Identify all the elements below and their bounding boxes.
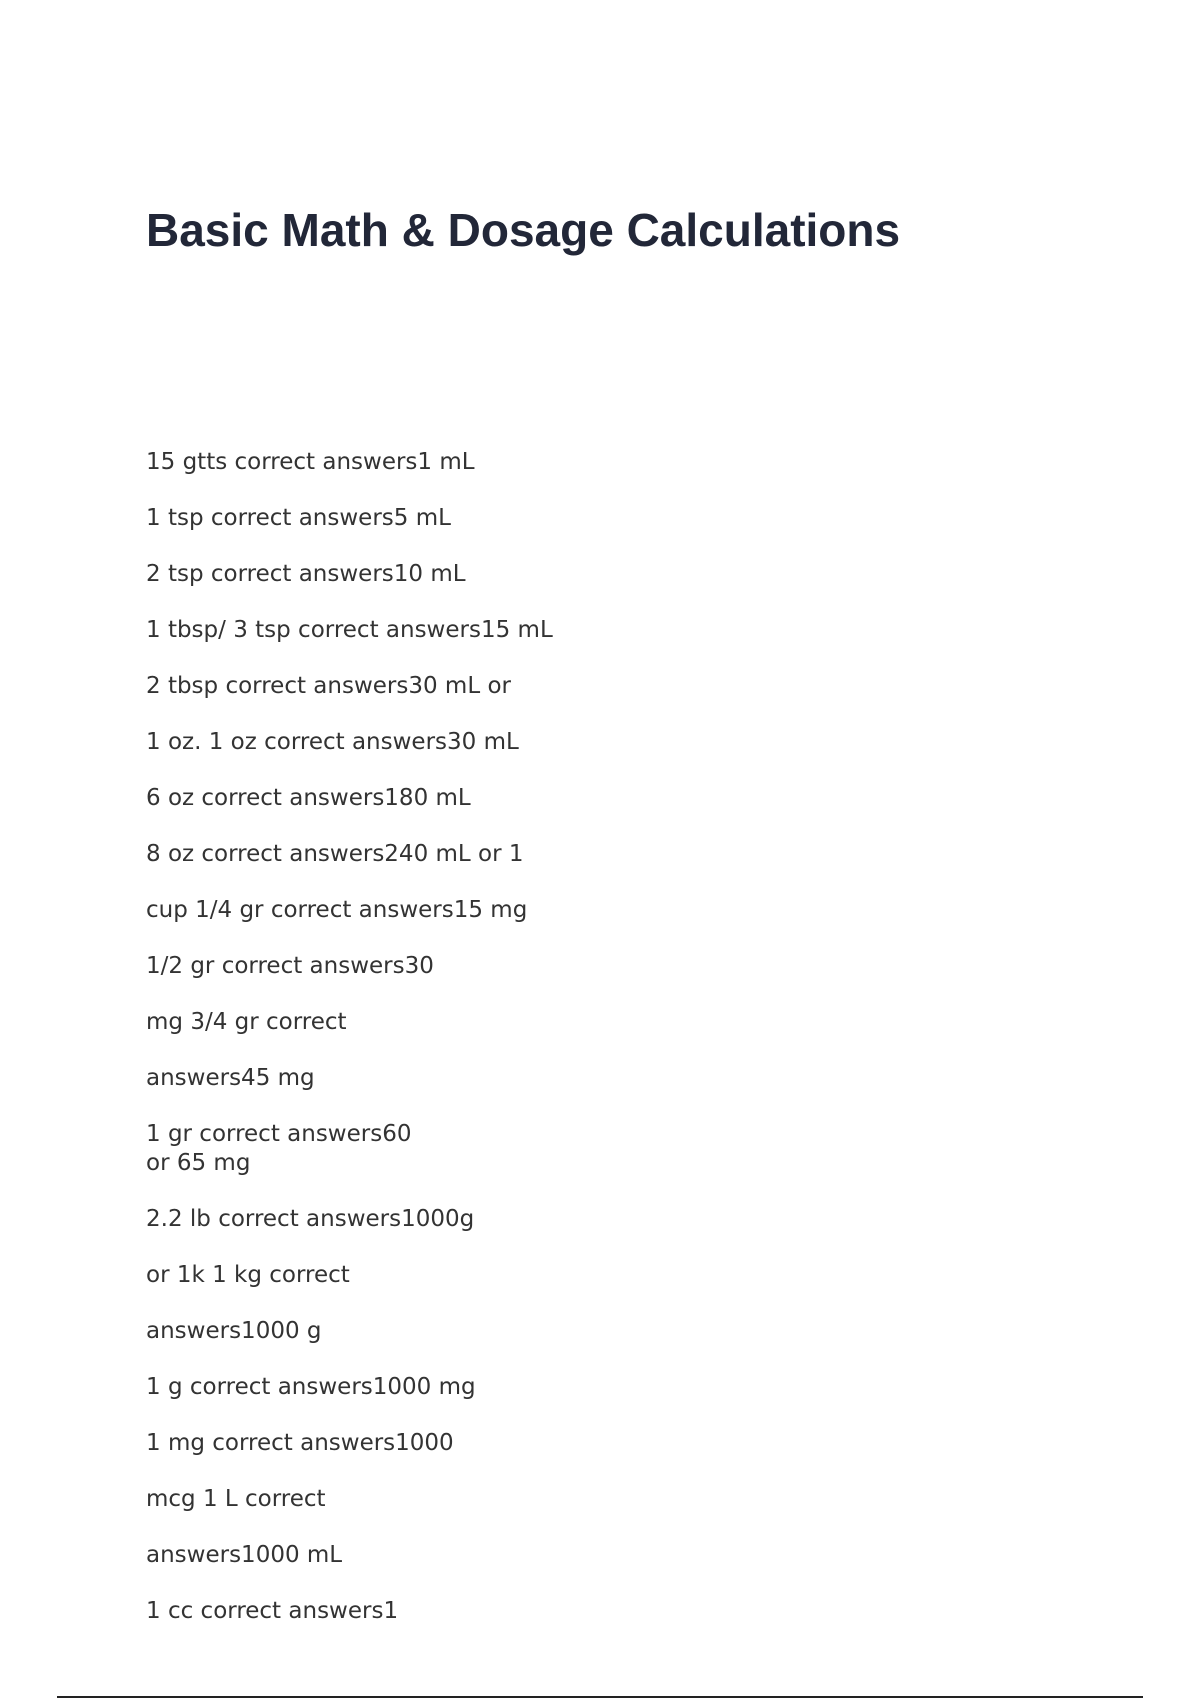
list-item: 1 oz. 1 oz correct answers30 mL: [146, 729, 519, 755]
list-item: answers1000 mL: [146, 1542, 343, 1568]
list-item: 2.2 lb correct answers1000g: [146, 1206, 475, 1232]
list-item: 1 tsp correct answers5 mL: [146, 505, 451, 531]
document-title: Basic Math & Dosage Calculations: [146, 204, 901, 256]
list-item: or 1k 1 kg correct: [146, 1262, 350, 1288]
list-item: 8 oz correct answers240 mL or 1: [146, 841, 524, 867]
list-item: 1/2 gr correct answers30: [146, 953, 434, 979]
list-item: 1 mg correct answers1000: [146, 1430, 454, 1456]
list-item: 1 g correct answers1000 mg: [146, 1374, 476, 1400]
list-item: cup 1/4 gr correct answers15 mg: [146, 897, 528, 923]
entry-list: [146, 448, 946, 1624]
list-item: mcg 1 L correct: [146, 1486, 326, 1512]
page-divider: [57, 1696, 1143, 1698]
list-item: 15 gtts correct answers1 mL: [146, 449, 475, 475]
list-item: 6 oz correct answers180 mL: [146, 785, 471, 811]
list-item: 2 tbsp correct answers30 mL or: [146, 673, 511, 699]
list-item: answers45 mg: [146, 1065, 315, 1091]
list-item: 1 tbsp/ 3 tsp correct answers15 mL: [146, 617, 553, 643]
list-item: 2 tsp correct answers10 mL: [146, 561, 466, 587]
list-item: 1 gr correct answers60 or 65 mg: [146, 1121, 412, 1176]
list-item: answers1000 g: [146, 1318, 322, 1344]
list-item: mg 3/4 gr correct: [146, 1009, 347, 1035]
list-item: 1 cc correct answers1: [146, 1598, 399, 1624]
